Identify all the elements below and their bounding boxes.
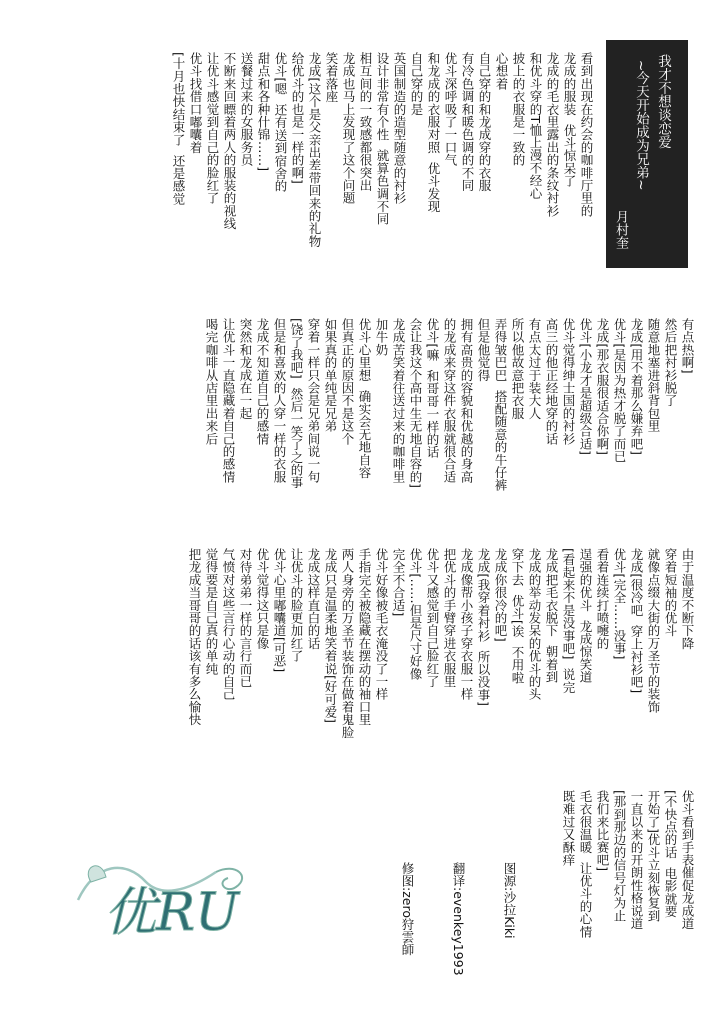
middle-text-block: 有点热啊] 然后把衬衫脱了 随意地塞进斜背包里 龙成[用不着那么嫌弃吧] 优斗[是因为热才脱了而已 龙成[那衣服很适合你啊] 优斗[小龙才是超级合适] 优斗觉得绅士国的衬衫 高三的他正经地穿的话 有点太过于装大人 所以他故意把衣服 弄得皱巴巴 搭配随意的牛仔裤 但是他觉得 拥有高贵的容貌和优越的身高 的龙成来穿这件衣服就很合适 优斗[嘛 和哥哥一样的话 会让我这个高中生无地自容的] 龙成苦笑着往送过来的咖啡里 加牛奶 优斗心里想 确实会无地自容 但真正的原因不是这个 如果真的单纯是兄弟 穿着一样只会是兄弟间说一句 [饶了我吧] 然后一笑了之的事 但是和喜欢的人穿一样的衣服 龙成不知道自己的感情 突然和龙成在一起 让优斗一直隐藏着自己的感情 喝完咖啡从店里出来后: [204, 318, 695, 492]
credit-source: 图源:沙拉Kiki: [502, 862, 517, 939]
title-line2: ~今天开始成为兄弟~: [633, 60, 649, 191]
logo-text: 优RU: [104, 883, 239, 943]
lower-text-block: 由于温度不断下降 穿着短袖的优斗 就像点缀大街的万圣节的装饰 龙成[很冷吧 穿上衬衫吧] 优斗[完全……没事] 看着连续打喷嚏的 逞强的优斗 龙成惊笑道 [看起来不是没事吧] 说完 龙成把毛衣脱下 朝着到 龙成的举动发呆的优斗的头 穿下去 优斗[诶 不用啦 龙成你很冷的吧] 龙成[我穿着衬衫 所以没事] 龙成像帮小孩子穿衣服一样 把优斗的手臂穿进衣服里 优斗又感觉到自己脸红了 优斗[……但是尺寸好像 完全不合适] 优斗好像被毛衣淹没了一样 手指完全被隐藏在摆动的袖口里 两人身旁的万圣节装饰在做着鬼脸 龙成只是温柔地笑着说[好可爱] 龙成这样直白的话 让优斗的脸更加红了 优斗心里嘟囔道[可恶] 优斗觉得这只是像 对待弟弟一样的言行而已 气愤对这些言行心动的自己 觉得要是自己真的单纯 把龙成当哥哥的话该有多么愉快: [187, 548, 695, 739]
credits: [382, 862, 552, 976]
logo-leaf: [88, 866, 106, 882]
upper-text-block: 看到出现在约会的咖啡厅里的 龙成的服装 优斗惊呆了 龙成的毛衣里露出的条纹衬衫 和优斗穿的T恤上漫不经心 披上的衣服是一致的 心想着 自己穿的和龙成穿的衣服 有冷色调和暖色调的不同 优斗深呼吸了一口气 和龙成的衣服对照 优斗发现 自己穿的是 英国制造的造型随意的衬衫 设计非常有个性 就算色调不同 相互间的一致感都很突出 龙成也马上发现了这个问题 笑着落座 龙成[这个是父亲出差带回来的礼物 给优斗的也是一样的啊] 优斗[嗯 还有送到宿舍的 甜点和各种什锦……] 送餐过来的女服务员 不断来回瞟着两人的服装的视线 让优斗感觉到自己的脸红了 优斗找借口嘟囔着 [十月也快结束了 还是感觉: [171, 52, 594, 248]
right-lower-text-block: 优斗看到手表催促龙成道 [不快点的话 电影就要 开始了]优斗立刻恢复到 一直以来的开朗性格说道 [那到那边的信号灯为止 我们来比赛吧] 毛衣很温暖 让优斗的心情 既难过又酥痒: [561, 790, 695, 939]
credit-translator: 翻译:evenkey1993: [451, 862, 466, 976]
title-line1: 我才不想谈恋爱: [655, 54, 671, 149]
scanlation-logo: [66, 842, 266, 952]
credit-editor: 修图:zero狩雲師: [400, 862, 415, 956]
author-name: 月村奎: [613, 210, 628, 249]
